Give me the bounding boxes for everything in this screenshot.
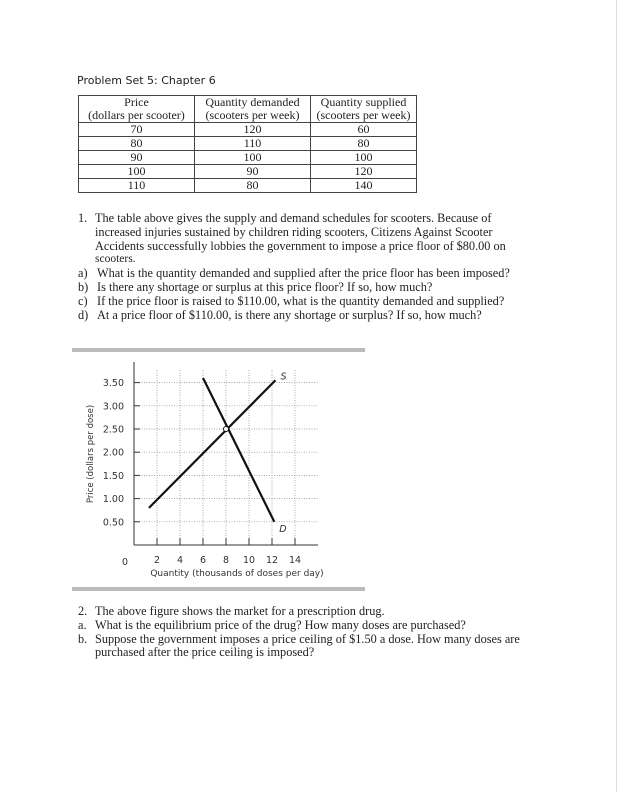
cell: 120 (311, 165, 417, 179)
part-text: Suppose the government imposes a price ceiling of $1.50 a dose. How many doses are (95, 631, 520, 646)
origin-label: 0 (122, 557, 129, 568)
cell: 110 (195, 137, 311, 151)
question-line: increased injuries sustained by children riding scooters, Citizens Against Scooter (95, 224, 493, 239)
y-tick-label: 0.50 (102, 517, 124, 529)
question-line: The table above gives the supply and demand schedules for scooters. Because of (95, 211, 492, 225)
y-tick-label: 3.50 (102, 378, 124, 390)
part-label: b. (78, 631, 88, 646)
header-line: Quantity demanded (205, 95, 300, 109)
x-tick-label: 14 (288, 555, 302, 566)
cell: 60 (311, 123, 417, 137)
cell: 100 (195, 151, 311, 165)
header-line: Price (124, 95, 149, 109)
part-text: Is there any shortage or surplus at this price floor? If so, how much? (97, 280, 433, 294)
chart-grid (134, 370, 318, 545)
supply-curve (149, 380, 276, 508)
y-tick-label: 1.50 (102, 470, 124, 482)
cell: 80 (195, 179, 311, 193)
part-label: a. (78, 617, 87, 632)
x-axis-label: Quantity (thousands of doses per day) (150, 569, 324, 579)
part-text: At a price floor of $110.00, is there any shortage or surplus? If so, how much? (97, 307, 482, 322)
tick-labels (103, 378, 301, 566)
cell: 70 (79, 123, 195, 137)
header-line: Quantity supplied (320, 95, 407, 109)
cell: 90 (195, 165, 311, 179)
question-line: Accidents successfully lobbies the government to impose a price floor of $80.00 on (95, 238, 506, 253)
y-tick-label: 2.50 (102, 424, 124, 436)
cell: 100 (79, 165, 195, 179)
cell: 80 (79, 137, 195, 151)
part-label: c) (78, 293, 88, 308)
question-number: 1. (78, 211, 88, 225)
header-line: (scooters per week) (205, 108, 300, 122)
page-title: Problem Set 5: Chapter 6 (77, 74, 216, 87)
series (149, 371, 287, 535)
question-line: scooters. (95, 253, 136, 266)
cell: 80 (311, 137, 417, 151)
question-line: The above figure shows the market for a prescription drug. (95, 604, 385, 618)
x-tick-label: 8 (222, 555, 230, 566)
y-tick-label: 3.00 (102, 401, 124, 413)
header-line: (dollars per scooter) (88, 108, 185, 122)
x-tick-label: 4 (176, 555, 184, 566)
cell: 90 (79, 151, 195, 165)
question-2 (78, 605, 558, 675)
equilibrium-point (224, 427, 229, 432)
part-label: b) (78, 280, 89, 294)
cell: 100 (311, 151, 417, 165)
header-line: (scooters per week) (316, 108, 411, 122)
x-tick-label: 10 (242, 555, 256, 566)
part-text: If the price floor is raised to $110.00, what is the quantity demanded and supplied? (97, 293, 505, 308)
cell: 120 (195, 123, 311, 137)
supply-label: S (280, 371, 287, 383)
y-axis-label: Price (dollars per dose) (86, 404, 96, 504)
part-label: d) (78, 307, 89, 322)
part-text: What is the equilibrium price of the drug? How many doses are purchased? (95, 617, 466, 632)
cell: 110 (79, 179, 195, 193)
cell: 140 (311, 179, 417, 193)
x-tick-label: 6 (199, 555, 207, 566)
part-text: purchased after the price ceiling is imposed? (95, 645, 315, 660)
x-tick-label: 2 (153, 555, 161, 566)
question-number: 2. (78, 604, 88, 618)
y-tick-label: 2.00 (102, 447, 124, 459)
part-label: a) (78, 266, 88, 281)
part-text: What is the quantity demanded and supplied after the price floor has been imposed? (97, 266, 510, 281)
demand-label: D (279, 523, 287, 535)
x-tick-label: 12 (265, 555, 279, 566)
y-tick-label: 1.00 (102, 494, 124, 506)
demand-curve (203, 378, 274, 522)
